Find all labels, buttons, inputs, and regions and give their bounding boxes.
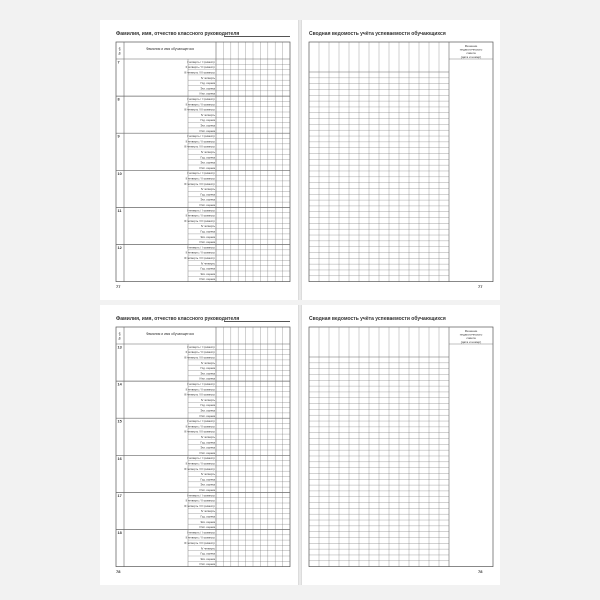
period-label: II четверть / II триместр — [185, 214, 215, 218]
page-number: 78 — [116, 569, 121, 574]
period-label: IV четверть — [200, 547, 215, 551]
period-label: I четверть / I триместр — [187, 383, 215, 386]
student-number: 12 — [117, 246, 122, 250]
decision-header-text: Решение — [464, 44, 478, 48]
decision-header-text: педагогического — [459, 332, 483, 337]
student-number: 8 — [117, 97, 120, 102]
period-label: Итог. оценка — [199, 129, 215, 133]
student-number: 18 — [117, 531, 122, 535]
period-label: I четверть / I триместр — [187, 172, 215, 176]
period-label: III четверть / III триместр — [184, 108, 215, 112]
period-label: Итог. оценка — [199, 563, 215, 567]
student-number: 7 — [117, 60, 120, 65]
period-label: III четверть / III триместр — [184, 393, 215, 397]
student-grades-table — [100, 20, 298, 300]
right-page — [302, 20, 500, 300]
period-label: Итог. оценка — [199, 414, 215, 418]
period-label: Экз. оценка — [200, 198, 215, 202]
student-grades-table — [100, 305, 298, 585]
student-number: 15 — [117, 419, 122, 424]
period-label: IV четверть — [200, 188, 215, 192]
period-label: IV четверть — [200, 436, 215, 439]
period-label: III четверть / III триместр — [184, 71, 215, 75]
decision-header-text: педагогического — [459, 47, 483, 52]
period-label: Итог. оценка — [199, 204, 215, 207]
period-label: I четверть / I триместр — [187, 135, 215, 139]
period-label: III четверть / III триместр — [184, 430, 215, 434]
period-label: II четверть / II триместр — [185, 499, 215, 503]
left-page — [100, 20, 298, 300]
period-label: Год. оценка — [200, 404, 215, 408]
student-number: 14 — [117, 382, 122, 387]
decision-header-text: совета — [466, 336, 476, 341]
period-label: IV четверть — [200, 76, 215, 80]
period-label: Экз. оценка — [200, 520, 215, 524]
period-label: II четверть / II триместр — [185, 103, 215, 107]
period-label: II четверть / II триместр — [185, 536, 215, 540]
journal-spread-bottom — [100, 305, 500, 585]
period-label: Экз. оценка — [200, 409, 215, 413]
period-label: IV четверть — [200, 225, 215, 229]
period-label: I четверть / I триместр — [187, 209, 215, 213]
period-label: II четверть / II триместр — [185, 251, 215, 255]
period-label: Итог. оценка — [199, 526, 215, 530]
period-label: Итог. оценка — [199, 166, 215, 170]
period-label: Год. оценка — [200, 441, 215, 445]
decision-header-text: Решение — [464, 329, 478, 333]
period-label: I четверть / I триместр — [187, 457, 215, 461]
page-number: 77 — [116, 284, 121, 289]
period-label: Год. оценка — [200, 515, 215, 519]
teacher-name-title: Фамилия, имя, отчество классного руководителя — [116, 316, 240, 322]
period-label: III четверть / III триместр — [184, 504, 215, 508]
student-number: 16 — [117, 456, 122, 461]
decision-header-text: (дата и номер) — [460, 54, 482, 59]
journal-spread-top — [100, 20, 500, 300]
period-label: II четверть / II триместр — [185, 66, 215, 70]
period-label: Экз. оценка — [200, 161, 215, 165]
period-label: IV четверть — [200, 510, 215, 514]
period-label: Год. оценка — [200, 230, 215, 234]
period-label: I четверть / I триместр — [187, 531, 215, 535]
summary-grades-table — [302, 305, 500, 585]
period-label: Экз. оценка — [200, 124, 215, 128]
period-label: III четверть / III триместр — [184, 542, 215, 545]
student-number: 10 — [117, 171, 122, 176]
right-page — [302, 305, 500, 585]
summary-title: Сводная ведомость учёта успеваемости обучающихся — [309, 31, 446, 37]
period-label: II четверть / II триместр — [185, 177, 215, 181]
decision-header-text: (дата и номер) — [460, 339, 482, 344]
period-label: IV четверть — [200, 262, 215, 266]
period-label: I четверть / I триместр — [187, 494, 215, 498]
period-label: Итог. оценка — [199, 451, 215, 455]
period-label: II четверть / II триместр — [185, 351, 215, 355]
student-number: 13 — [117, 345, 122, 350]
decision-header-text: совета — [466, 51, 476, 56]
summary-title: Сводная ведомость учёта успеваемости обучающихся — [309, 316, 446, 322]
period-label: Год. оценка — [200, 478, 215, 482]
student-number: 9 — [117, 134, 120, 139]
period-label: IV четверть — [200, 113, 215, 117]
period-label: Год. оценка — [200, 367, 215, 371]
period-label: Год. оценка — [200, 119, 215, 123]
period-label: Год. оценка — [200, 82, 215, 86]
student-number: 17 — [117, 493, 122, 498]
period-label: Итог. оценка — [199, 92, 215, 96]
column-header-number: № п/п — [117, 331, 122, 340]
period-label: IV четверть — [200, 398, 215, 402]
period-label: Экз. оценка — [200, 272, 215, 276]
column-header-number: № п/п — [117, 46, 122, 55]
period-label: III четверть / III триместр — [184, 219, 215, 223]
period-label: I четверть / I триместр — [187, 420, 215, 424]
period-label: II четверть / II триместр — [185, 140, 215, 144]
column-header-student-name: Фамилия и имя обучающегося — [145, 332, 195, 336]
period-label: Экз. оценка — [200, 446, 215, 450]
period-label: I четверть / I триместр — [187, 345, 215, 349]
period-label: Итог. оценка — [199, 241, 215, 245]
student-number: 11 — [117, 208, 122, 213]
period-label: III четверть / III триместр — [184, 467, 215, 471]
left-page — [100, 305, 298, 585]
period-label: Итог. оценка — [199, 278, 215, 282]
period-label: III четверть / III триместр — [184, 145, 215, 149]
period-label: Год. оценка — [200, 552, 215, 556]
period-label: II четверть / II триместр — [185, 425, 215, 429]
period-label: I четверть / I триместр — [187, 60, 215, 64]
period-label: IV четверть — [200, 473, 215, 477]
period-label: II четверть / II триместр — [185, 388, 215, 392]
column-header-student-name: Фамилия и имя обучающегося — [145, 47, 195, 51]
page-number: 77 — [478, 284, 483, 289]
period-label: Экз. оценка — [200, 483, 215, 487]
period-label: Экз. оценка — [200, 557, 215, 561]
period-label: III четверть / III триместр — [184, 257, 215, 260]
period-label: I четверть / I триместр — [187, 246, 215, 250]
period-label: Год. оценка — [200, 156, 215, 160]
teacher-name-title: Фамилия, имя, отчество классного руководителя — [116, 31, 240, 37]
period-label: Экз. оценка — [200, 372, 215, 376]
period-label: Итог. оценка — [199, 377, 215, 381]
period-label: IV четверть — [200, 151, 215, 154]
page-number: 78 — [478, 569, 483, 574]
period-label: Год. оценка — [200, 267, 215, 271]
period-label: III четверть / III триместр — [184, 356, 215, 360]
period-label: Экз. оценка — [200, 235, 215, 239]
period-label: I четверть / I триместр — [187, 98, 215, 101]
summary-grades-table — [302, 20, 500, 300]
period-label: IV четверть — [200, 361, 215, 365]
period-label: II четверть / II триместр — [185, 462, 215, 466]
period-label: Экз. оценка — [200, 87, 215, 91]
period-label: Итог. оценка — [199, 489, 215, 492]
period-label: III четверть / III триместр — [184, 182, 215, 186]
period-label: Год. оценка — [200, 193, 215, 197]
